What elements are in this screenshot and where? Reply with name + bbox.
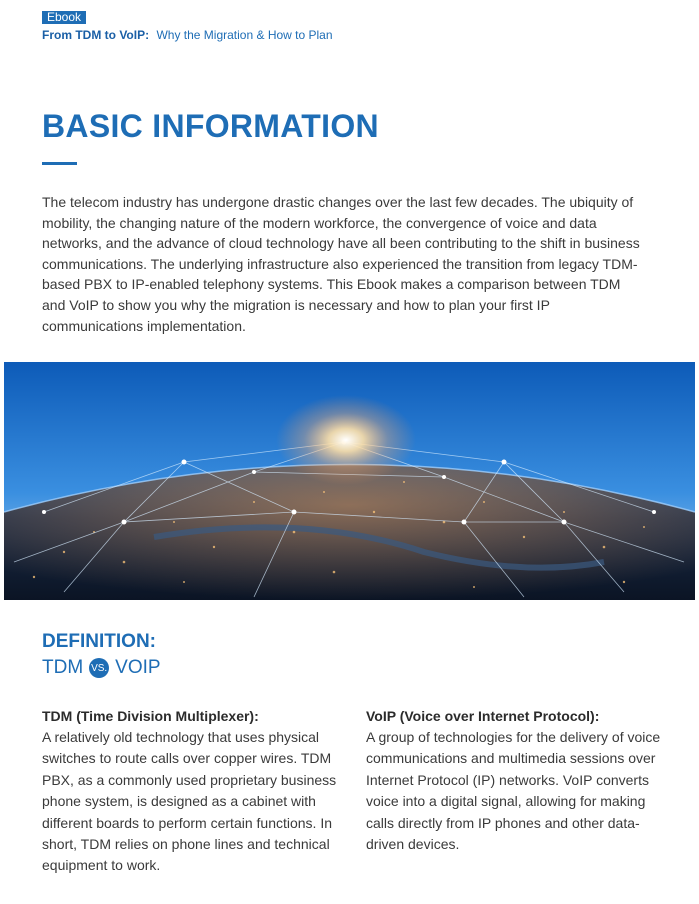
series-header xyxy=(42,28,333,42)
vs-badge: VS. xyxy=(89,658,109,678)
definition-heading: DEFINITION: xyxy=(42,631,156,652)
series-title: From TDM to VoIP: xyxy=(42,28,150,42)
voip-definition-column xyxy=(366,707,661,855)
title-underline xyxy=(42,162,77,165)
page-title: BASIC INFORMATION xyxy=(42,108,379,144)
hero-image-city-network xyxy=(4,362,695,600)
voip-definition-body: A group of technologies for the delivery of voice communications and multimedia sessions over Internet Protocol (IP) networks. VoIP converts voice into a digital signal, allowing for making calls directly from IP phones and other data-driven devices. xyxy=(366,729,661,853)
tdm-definition-column xyxy=(42,707,342,877)
series-topic: Why the Migration & How to Plan xyxy=(156,28,333,42)
voip-term: VOIP xyxy=(115,657,161,678)
intro-paragraph: The telecom industry has undergone drastic changes over the last few decades. The ubiquity of mobility, the changing nature of the modern workforce, the convergence of voice and data networks, and the advance of cloud technology have all been contributing to the shift in business communications. The underlying infrastructure also experienced the transition from legacy TDM-based PBX to IP-enabled telephony systems. This Ebook makes a comparison between TDM and VoIP to show you why the migration is necessary and how to plan your first IP communications implementation. xyxy=(42,194,640,334)
tdm-definition-title: TDM (Time Division Multiplexer): xyxy=(42,708,259,724)
ebook-badge: Ebook xyxy=(42,11,86,24)
definition-subheading xyxy=(42,657,161,679)
tdm-term: TDM xyxy=(42,657,84,678)
tdm-definition-body: A relatively old technology that uses physical switches to route calls over copper wires. TDM PBX, as a commonly used proprietary business phone system, is designed as a cabinet with different boards to perform certain functions. In short, TDM relies on phone lines and technical equipment to work. xyxy=(42,729,337,874)
voip-definition-title: VoIP (Voice over Internet Protocol): xyxy=(366,708,600,724)
